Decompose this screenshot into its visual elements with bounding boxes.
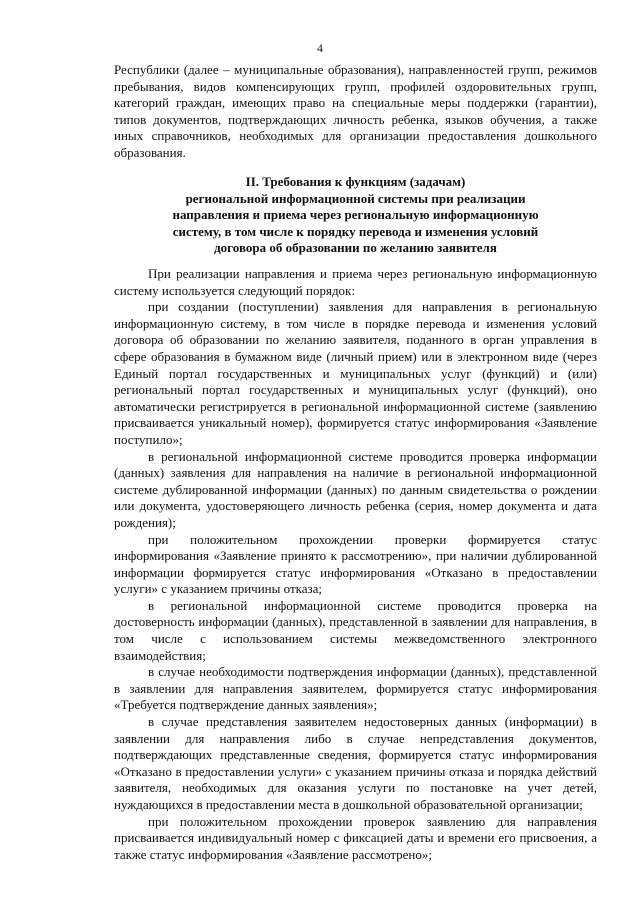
section-heading-line: II. Требования к функциям (задачам) (245, 174, 466, 189)
body-paragraph: при положительном прохождении проверки формируется статус информирования «Заявление принято к рассмотрению», при наличии дублированной информации формируется статус информирования «Отказано в предоставлении услуги» с указанием причины отказа; (114, 531, 597, 597)
body-paragraph: при положительном прохождении проверок заявлению для направления присваивается индивидуальный номер с фиксацией даты и времени его присвоения, а также статус информирования «Заявление рассмотрено»; (114, 813, 597, 862)
page-number: 4 (317, 41, 323, 55)
intro-paragraph: Республики (далее – муниципальные образования), направленностей групп, режимов пребывания, видов компенсирующих групп, профилей оздоровительных групп, категорий граждан, имеющих право на специальные меры поддержки (гарантии), типов документов, подтверждающих личность ребенка, языков обучения, а также иных справочников, необходимых для организации предоставления дошкольного образования. (114, 62, 597, 160)
body-paragraph: При реализации направления и приема через региональную информационную систему используется следующий порядок: (114, 266, 597, 298)
section-heading-line: направления и приема через региональную информационную (172, 207, 539, 223)
body-paragraph: в случае представления заявителем недостоверных данных (информации) в заявлении для направления либо в случае непредставления документов, подтверждающих представленные сведения, формируется статус информирования «Отказано в предоставлении услуги» с указанием причины отказа и порядка действий заявителя, необходимых для оказания услуги по постановке на учет детей, нуждающихся в предоставлении места в дошкольной образовательной организации; (114, 714, 597, 812)
section-heading-line: договора об образовании по желанию заявителя (214, 240, 497, 256)
section-heading-line: региональной информационной системы при реализации (185, 190, 526, 206)
body-paragraph: в региональной информационной системе проводится проверка на достоверность информации (данных), представленной в заявлении для направления, в том числе с использованием системы межведомственного электронного взаимодействия; (114, 597, 597, 663)
body-text (114, 266, 597, 863)
body-paragraph: в региональной информационной системе проводится проверка информации (данных) заявления для направления на наличие в региональной информационной системе дублированной информации (данных) по данным свидетельства о рождении или документа, удостоверяющего личность ребенка (серия, номер документа и дата рождения); (114, 448, 597, 530)
body-paragraph: в случае необходимости подтверждения информации (данных), представленной в заявлении для направления заявителем, формируется статус информирования «Требуется подтверждение данных заявления»; (114, 664, 597, 713)
intro-block (114, 62, 597, 162)
body-paragraph: при создании (поступлении) заявления для направления в региональную информационную систему, в том числе в порядке перевода и изменения условий договора об образовании по желанию заявителя, поданного в орган управления в сфере образования в бумажном виде (личный прием) или в электронном виде (через Единый портал государственных и муниципальных услуг (функций) и (или) региональный портал государственных и муниципальных услуг (функций), оно автоматически регистрируется в региональной информационной системе (заявлению присваивается уникальный номер), формируется статус информирования «Заявление поступило»; (114, 299, 597, 447)
section-heading-line: систему, в том числе к порядку перевода и изменения условий (172, 223, 539, 239)
section-heading (114, 174, 597, 257)
